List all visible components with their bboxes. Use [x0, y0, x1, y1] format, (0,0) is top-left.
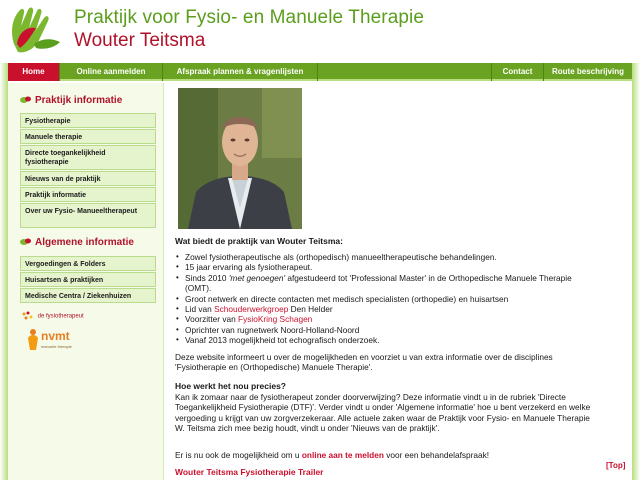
sidebar-heading-text: Praktijk informatie	[35, 95, 123, 106]
sidebar-item-directe-toegankelijkheid[interactable]: Directe toegankelijkheid fysiotherapie	[20, 145, 156, 170]
intro-line: Deze website informeert u over de mogelijkheden en voorziet u van extra informatie over de disciplines	[175, 352, 553, 362]
online-text: voor een behandelafspraak!	[383, 450, 490, 460]
fysiotherapeut-logo-text: de fysiotherapeut	[37, 313, 84, 320]
hand-logo-icon	[6, 4, 66, 58]
nav-route[interactable]: Route beschrijving	[543, 63, 632, 81]
list-item	[175, 252, 627, 262]
list-item-text: Den Helder	[288, 304, 333, 315]
list-item	[175, 314, 627, 324]
nav-online-aanmelden[interactable]: Online aanmelden	[60, 63, 163, 81]
list-item-text: Vanaf 2013 mogelijkheid tot echografisch onderzoek.	[185, 335, 380, 346]
nvmt-logo[interactable]	[26, 328, 88, 354]
site-title: Praktijk voor Fysio- en Manuele Therapie	[74, 7, 425, 28]
how-paragraph	[175, 392, 630, 434]
schouderwerkgroep-link[interactable]: Schouderwerkgroep	[214, 304, 289, 315]
how-line: W. Teitsma zich mee bezig houdt, vindt u onder 'Nieuws van de praktijk'.	[175, 423, 440, 434]
how-line: vergoeding u krijgt van uw zorgverzekeraar. Alle actuele zaken waar de Praktijk voor Fysio- en Manuele Therapie	[175, 412, 590, 423]
main-nav	[8, 63, 632, 81]
list-item	[175, 335, 627, 345]
list-item-text: afgestudeerd tot 'Professional Master' in de Orthopedische Manuele Therapie	[285, 272, 572, 283]
nav-contact[interactable]: Contact	[491, 63, 543, 81]
list-item-text: Sinds 2010	[185, 272, 229, 283]
list-item	[175, 304, 627, 314]
list-item	[175, 262, 627, 272]
list-item-text: Zowel fysiotherapeutische als (orthopedisch) manueeltherapeutische behandelingen.	[185, 252, 497, 262]
main-heading: Wat biedt de praktijk van Wouter Teitsma:	[175, 236, 343, 246]
site-subtitle: Wouter Teitsma	[74, 30, 206, 51]
list-item-continuation	[175, 283, 627, 293]
sidebar-item-fysiotherapie[interactable]: Fysiotherapie	[20, 113, 156, 128]
intro-line: 'Fysiotherapie en (Orthopedische) Manuele Therapie'.	[175, 362, 373, 373]
right-border	[632, 63, 640, 480]
sidebar-heading-algemeen	[20, 237, 134, 253]
how-line: Kan ik zomaar naar de fysiotherapeut zonder doorverwijzing? Deze informatie vindt u in de rubriek 'Directe	[175, 392, 566, 402]
list-item-text: Voorzitter van	[185, 314, 239, 325]
list-item-text: Groot netwerk en directe contacten met medisch specialisten (orthopedie) en huisartsen	[185, 293, 509, 304]
intro-paragraph	[175, 352, 630, 373]
list-item	[175, 273, 627, 283]
sidebar-heading-praktijk	[20, 95, 122, 111]
nav-home[interactable]: Home	[8, 63, 60, 81]
online-paragraph	[175, 450, 630, 460]
sidebar-item-vergoedingen[interactable]: Vergoedingen & Folders	[20, 256, 156, 271]
features-list	[175, 252, 627, 346]
sidebar-item-medische-centra[interactable]: Medische Centra / Ziekenhuizen	[20, 288, 156, 303]
how-line: Toegankelijkheid Fysiotherapie (DTF)'. Verder vindt u onder 'Algemene informatie' hoe u bent verzekerd en welke	[175, 402, 591, 413]
how-heading: Hoe werkt het nou precies?	[175, 381, 286, 391]
fysiotherapeut-dots-icon	[22, 311, 36, 321]
sidebar	[8, 83, 164, 480]
sidebar-item-over-uw-therapeut[interactable]: Over uw Fysio- Manueeltherapeut	[20, 203, 156, 228]
list-item-text: (OMT).	[185, 283, 212, 294]
therapist-photo	[178, 88, 302, 229]
list-item-text: 15 jaar ervaring als fysiotherapeut.	[185, 262, 313, 273]
list-item-text: Lid van	[185, 304, 215, 315]
online-text: Er is nu ook de mogelijkheid om u	[175, 450, 302, 460]
nvmt-logo-text: nvmt	[41, 329, 70, 343]
left-border	[0, 63, 8, 480]
list-item	[175, 325, 627, 335]
list-item-text: Oprichter van rugnetwerk Noord-Holland-Noord	[185, 324, 360, 335]
nvmt-person-icon	[26, 328, 40, 350]
trailer-link[interactable]: Wouter Teitsma Fysiotherapie Trailer	[175, 467, 324, 477]
leaf-icon	[20, 237, 32, 247]
sidebar-item-praktijk-informatie[interactable]: Praktijk informatie	[20, 187, 156, 202]
sidebar-item-nieuws[interactable]: Nieuws van de praktijk	[20, 171, 156, 186]
list-item-emphasis: 'met genoegen'	[228, 272, 286, 283]
nav-afspraak[interactable]: Afspraak plannen & vragenlijsten	[163, 63, 318, 81]
main-content	[172, 83, 630, 480]
nvmt-logo-subtext: manuele therapie	[41, 344, 72, 349]
sidebar-item-manuele-therapie[interactable]: Manuele therapie	[20, 129, 156, 144]
fysiotherapeut-logo[interactable]	[22, 311, 132, 323]
top-link[interactable]: [Top]	[606, 461, 626, 470]
online-aanmelden-link[interactable]: online aan te melden	[301, 450, 384, 460]
leaf-icon	[20, 95, 32, 105]
sidebar-heading-text: Algemene informatie	[35, 237, 134, 248]
sidebar-item-huisartsen[interactable]: Huisartsen & praktijken	[20, 272, 156, 287]
list-item	[175, 294, 627, 304]
header	[0, 0, 640, 62]
fysiokring-link[interactable]: FysioKring Schagen	[238, 314, 313, 325]
